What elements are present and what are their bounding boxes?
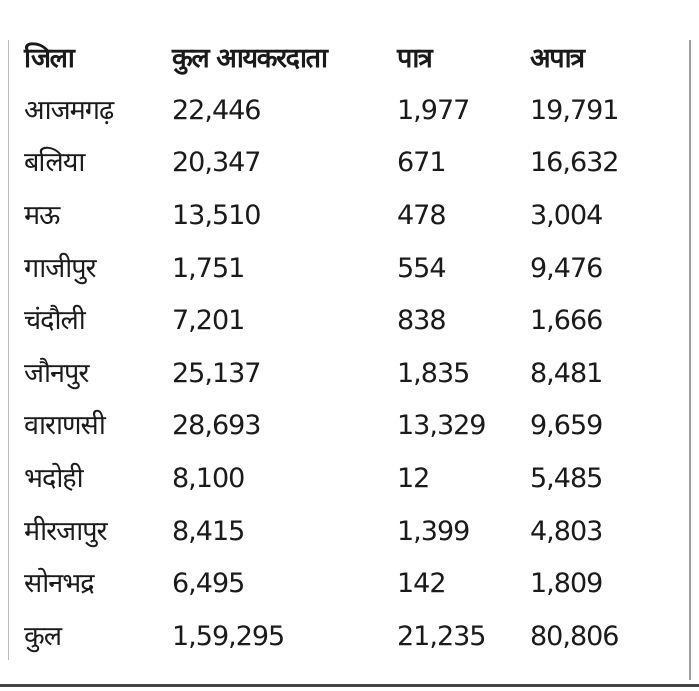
district-name: आजमगढ़ bbox=[24, 94, 114, 126]
eligible-count: 1,977 bbox=[397, 94, 470, 126]
eligible-sum: 21,235 bbox=[397, 620, 486, 652]
total-taxpayers: 20,347 bbox=[172, 147, 261, 179]
eligible-count: 838 bbox=[397, 305, 446, 337]
table-row bbox=[24, 505, 664, 558]
table-header-row bbox=[24, 32, 664, 84]
ineligible-count: 8,481 bbox=[530, 357, 603, 389]
ineligible-count: 1,666 bbox=[530, 305, 603, 337]
right-border bbox=[689, 40, 691, 680]
ineligible-count: 9,659 bbox=[530, 410, 603, 442]
table-total-row bbox=[24, 610, 664, 663]
total-label: कुल bbox=[24, 620, 62, 652]
district-name: भदोही bbox=[24, 462, 83, 494]
total-taxpayers: 1,751 bbox=[172, 252, 245, 284]
table-row bbox=[24, 84, 664, 137]
district-taxpayer-table bbox=[24, 32, 664, 663]
total-taxpayers: 7,201 bbox=[172, 305, 245, 337]
eligible-count: 671 bbox=[397, 147, 446, 179]
district-name: चंदौली bbox=[24, 305, 85, 337]
total-taxpayers: 28,693 bbox=[172, 410, 261, 442]
ineligible-count: 1,809 bbox=[530, 568, 603, 600]
district-name: जौनपुर bbox=[24, 357, 89, 389]
header-total-taxpayers: कुल आयकरदाता bbox=[172, 42, 327, 74]
header-district: जिला bbox=[24, 42, 74, 74]
table-row bbox=[24, 347, 664, 400]
table-row bbox=[24, 294, 664, 347]
ineligible-sum: 80,806 bbox=[530, 620, 619, 652]
total-taxpayers-sum: 1,59,295 bbox=[172, 620, 285, 652]
eligible-count: 142 bbox=[397, 568, 446, 600]
ineligible-count: 3,004 bbox=[530, 199, 603, 231]
eligible-count: 554 bbox=[397, 252, 446, 284]
left-border bbox=[8, 40, 9, 660]
district-name: मीरजापुर bbox=[24, 515, 107, 547]
table-row bbox=[24, 189, 664, 242]
district-name: गाजीपुर bbox=[24, 252, 96, 284]
table-row bbox=[24, 400, 664, 453]
ineligible-count: 19,791 bbox=[530, 94, 619, 126]
total-taxpayers: 13,510 bbox=[172, 199, 261, 231]
total-taxpayers: 22,446 bbox=[172, 94, 261, 126]
district-name: बलिया bbox=[24, 147, 85, 179]
ineligible-count: 9,476 bbox=[530, 252, 603, 284]
eligible-count: 1,835 bbox=[397, 357, 470, 389]
total-taxpayers: 8,100 bbox=[172, 462, 245, 494]
bottom-border bbox=[0, 684, 699, 687]
eligible-count: 478 bbox=[397, 199, 446, 231]
table-row bbox=[24, 452, 664, 505]
total-taxpayers: 25,137 bbox=[172, 357, 261, 389]
header-ineligible: अपात्र bbox=[530, 42, 584, 74]
header-eligible: पात्र bbox=[397, 42, 432, 74]
table-row bbox=[24, 557, 664, 610]
ineligible-count: 5,485 bbox=[530, 462, 603, 494]
district-name: सोनभद्र bbox=[24, 568, 94, 600]
eligible-count: 12 bbox=[397, 462, 430, 494]
total-taxpayers: 8,415 bbox=[172, 515, 245, 547]
district-name: वाराणसी bbox=[24, 410, 105, 442]
eligible-count: 1,399 bbox=[397, 515, 470, 547]
total-taxpayers: 6,495 bbox=[172, 568, 245, 600]
ineligible-count: 16,632 bbox=[530, 147, 619, 179]
district-name: मऊ bbox=[24, 199, 60, 231]
eligible-count: 13,329 bbox=[397, 410, 486, 442]
ineligible-count: 4,803 bbox=[530, 515, 603, 547]
table-row bbox=[24, 137, 664, 190]
table-row bbox=[24, 242, 664, 295]
